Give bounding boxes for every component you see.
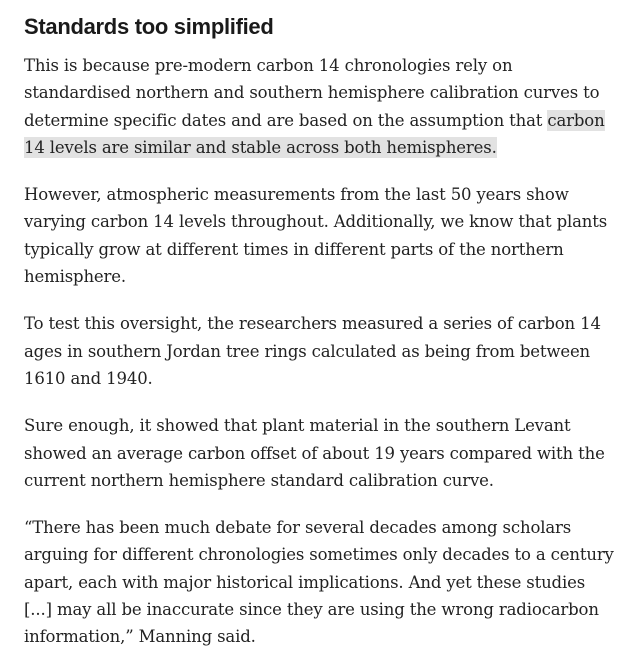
section-heading: Standards too simplified <box>24 14 274 39</box>
paragraph-1 <box>24 52 614 161</box>
highlighted-text[interactable]: carbon 14 levels are similar and stable across both hemispheres. <box>24 110 605 157</box>
paragraph-3: To test this oversight, the researchers measured a series of carbon 14 ages in southern Jordan tree rings calculated as being from between 1610 and 1940. <box>24 314 601 388</box>
paragraph-1-text: This is because pre-modern carbon 14 chronologies rely on standardised northern and southern hemisphere calibration curves to determine specific dates and are based on the assumption that <box>24 56 600 130</box>
paragraph-5: “There has been much debate for several decades among scholars arguing for different chronologies sometimes only decades to a century apart, each with major historical implications. And yet these studies [...] may all be inaccurate since they are using the wrong radiocarbon information,” Manning said. <box>24 518 614 647</box>
paragraph-4: Sure enough, it showed that plant material in the southern Levant showed an average carbon offset of about 19 years compared with the current northern hemisphere standard calibration curve. <box>24 416 605 490</box>
paragraph-2: However, atmospheric measurements from the last 50 years show varying carbon 14 levels throughout. Additionally, we know that plants typically grow at different times in different parts of the northern hemisphere. <box>24 185 608 287</box>
article-body <box>24 12 614 671</box>
